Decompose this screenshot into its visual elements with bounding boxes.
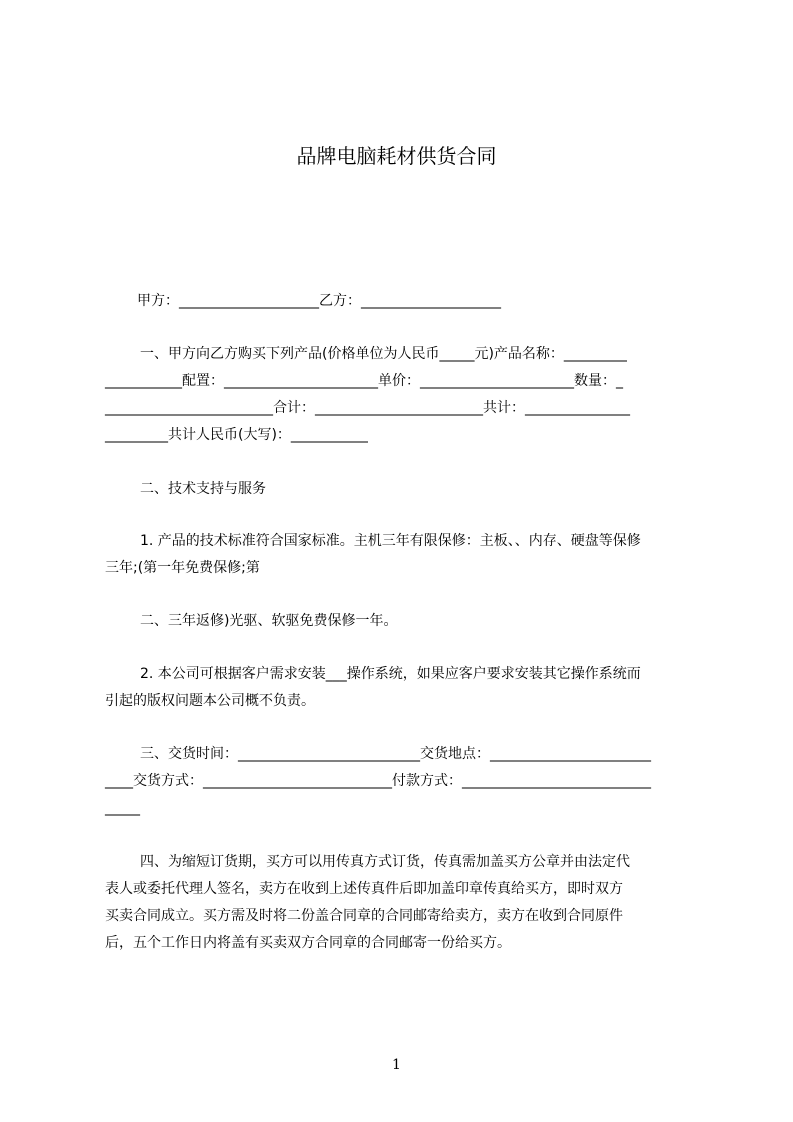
clause-1-line-1: 一、甲方向乙方购买下列产品(价格单位为人民币_____元)产品名称：_________ xyxy=(140,346,627,362)
item-1-line-2: 三年;(第一年免费保修;第 xyxy=(105,560,260,576)
item-1-continuation: 二、三年返修)光驱、软驱免费保修一年。 xyxy=(140,613,398,629)
section-3-line-1: 三、交货时间：__________________________交货地点：_______________________ xyxy=(140,746,651,762)
page-title: 品牌电脑耗材供货合同 xyxy=(296,144,497,168)
section-2-heading: 二、技术支持与服务 xyxy=(140,481,266,497)
item-2-line-2: 引起的版权问题本公司概不负责。 xyxy=(105,693,315,709)
clause-1-line-3: ________________________合计：________________________共计：_______________ xyxy=(105,400,630,416)
clause-1-line-4: _________共计人民币(大写)：___________ xyxy=(105,427,368,443)
page-number: 1 xyxy=(392,1057,401,1073)
section-4-line-3: 买卖合同成立。买方需及时将二份盖合同章的合同邮寄给卖方，卖方在收到合同原件 xyxy=(105,908,623,924)
clause-1-line-2: ___________配置：______________________单价：______________________数量：_ xyxy=(105,373,623,389)
section-4-line-2: 表人或委托代理人签名，卖方在收到上述传真件后即加盖印章传真给买方，即时双方 xyxy=(105,881,623,897)
section-3-line-2: ____交货方式：___________________________付款方式：___________________________ xyxy=(105,773,651,789)
parties-line: 甲方：____________________乙方：____________________ xyxy=(137,293,501,309)
section-4-line-4: 后，五个工作日内将盖有买卖双方合同章的合同邮寄一份给买方。 xyxy=(105,935,511,951)
item-2-line-1: 2. 本公司可根据客户需求安装___操作系统，如果应客户要求安装其它操作系统而 xyxy=(140,666,641,682)
section-4-line-1: 四、为缩短订货期，买方可以用传真方式订货，传真需加盖买方公章并由法定代 xyxy=(140,854,630,870)
section-3-line-3: _____ xyxy=(105,800,140,816)
item-1-line-1: 1. 产品的技术标准符合国家标准。主机三年有限保修：主板、、内存、硬盘等保修 xyxy=(140,533,641,549)
